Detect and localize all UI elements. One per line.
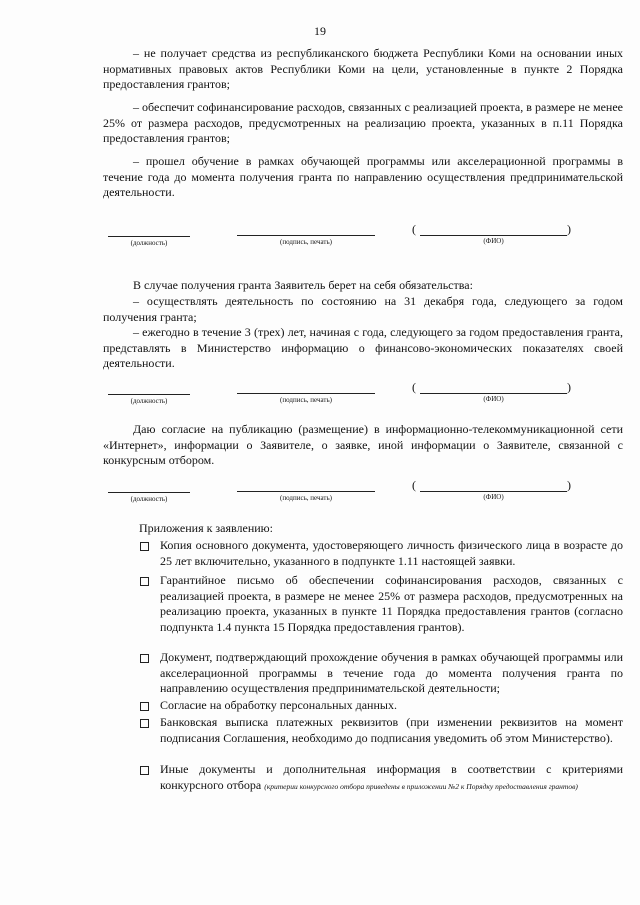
signature-line	[237, 491, 375, 492]
condition-item: – обеспечит софинансирование расходов, связанных с реализацией проекта, в размере не менее 25% от размера расходов, предусмотренных на реализацию проекта, указанных в п.11 Порядка предоставления грантов;	[103, 100, 623, 145]
attachment-item: Копия основного документа, удостоверяющего личность физического лица в возрасте до 25 лет включительно, указанного в подпункте 1.11 настоящей заявки.	[160, 538, 623, 568]
signature-caption: (подпись, печать)	[280, 396, 332, 404]
name-caption: (ФИО)	[483, 237, 504, 245]
name-paren-close: )	[567, 478, 571, 492]
signature-line	[237, 235, 375, 236]
attachment-item: Документ, подтверждающий прохождение обучения в рамках обучающей программы или акселерационной программы в течение года до момента получения гранта по направлению осуществления предпринимательской деятельности;	[160, 650, 623, 695]
attachment-item-text: Иные документы и дополнительная информация в соответствии с критериями конкурсного отбора	[160, 762, 623, 792]
name-paren-open: (	[412, 380, 416, 394]
signature-line	[237, 393, 375, 394]
position-line	[108, 394, 190, 395]
attachments-title: Приложения к заявлению:	[139, 521, 273, 535]
name-paren-open: (	[412, 478, 416, 492]
attachment-item: Банковская выписка платежных реквизитов (при изменении реквизитов на момент подписания Соглашения, необходимо до подписания уведомить об этом Министерство).	[160, 715, 623, 745]
name-line	[420, 235, 567, 236]
attachment-checkbox[interactable]	[140, 542, 149, 551]
name-caption: (ФИО)	[483, 395, 504, 403]
name-paren-close: )	[567, 380, 571, 394]
position-caption: (должность)	[130, 239, 168, 247]
signature-caption: (подпись, печать)	[280, 494, 332, 502]
condition-item: – не получает средства из республиканского бюджета Республики Коми на основании иных нормативных правовых актов Республики Коми на цели, установленные в пункте 2 Порядка предоставления грантов;	[103, 46, 623, 91]
name-line	[420, 491, 567, 492]
attachment-checkbox[interactable]	[140, 702, 149, 711]
attachment-checkbox[interactable]	[140, 654, 149, 663]
attachment-checkbox[interactable]	[140, 577, 149, 586]
name-caption: (ФИО)	[483, 493, 504, 501]
attachment-item: Согласие на обработку персональных данных.	[160, 698, 397, 712]
name-line	[420, 393, 567, 394]
condition-item: – прошел обучение в рамках обучающей программы или акселерационной программы в течение года до момента получения гранта по направлению осуществления предпринимательской деятельности.	[103, 154, 623, 199]
name-paren-close: )	[567, 222, 571, 236]
position-line	[108, 236, 190, 237]
attachment-item-last	[160, 762, 623, 794]
obligations-intro: В случае получения гранта Заявитель берет на себя обязательства:	[133, 278, 473, 292]
name-paren-open: (	[412, 222, 416, 236]
position-caption: (должность)	[130, 397, 168, 405]
attachment-checkbox[interactable]	[140, 719, 149, 728]
attachment-note: (критерии конкурсного отбора приведены в приложении №2 к Порядку предоставления грантов)	[264, 781, 578, 791]
attachment-checkbox[interactable]	[140, 766, 149, 775]
page-number: 19	[314, 24, 326, 38]
signature-caption: (подпись, печать)	[280, 238, 332, 246]
obligation-item: – ежегодно в течение 3 (трех) лет, начиная с года, следующего за годом предоставления гранта, представлять в Министерство информацию о финансово-экономических показателях своей деятельности.	[103, 325, 623, 370]
obligation-item: – осуществлять деятельность по состоянию на 31 декабря года, следующего за годом получения гранта;	[103, 294, 623, 324]
position-caption: (должность)	[130, 495, 168, 503]
consent-text: Даю согласие на публикацию (размещение) в информационно-телекоммуникационной сети «Интернет», информации о Заявителе, о заявке, иной информации о Заявителе, связанной с конкурсным отбором.	[103, 422, 623, 467]
position-line	[108, 492, 190, 493]
attachment-item: Гарантийное письмо об обеспечении софинансирования расходов, связанных с реализацией проекта, в размере не менее 25% от размера расходов, предусмотренных на реализацию проекта, указанных в пункте 11 Порядка предоставления грантов (согласно подпункта 1.4 пункта 15 Порядка предоставления грантов).	[160, 573, 623, 634]
